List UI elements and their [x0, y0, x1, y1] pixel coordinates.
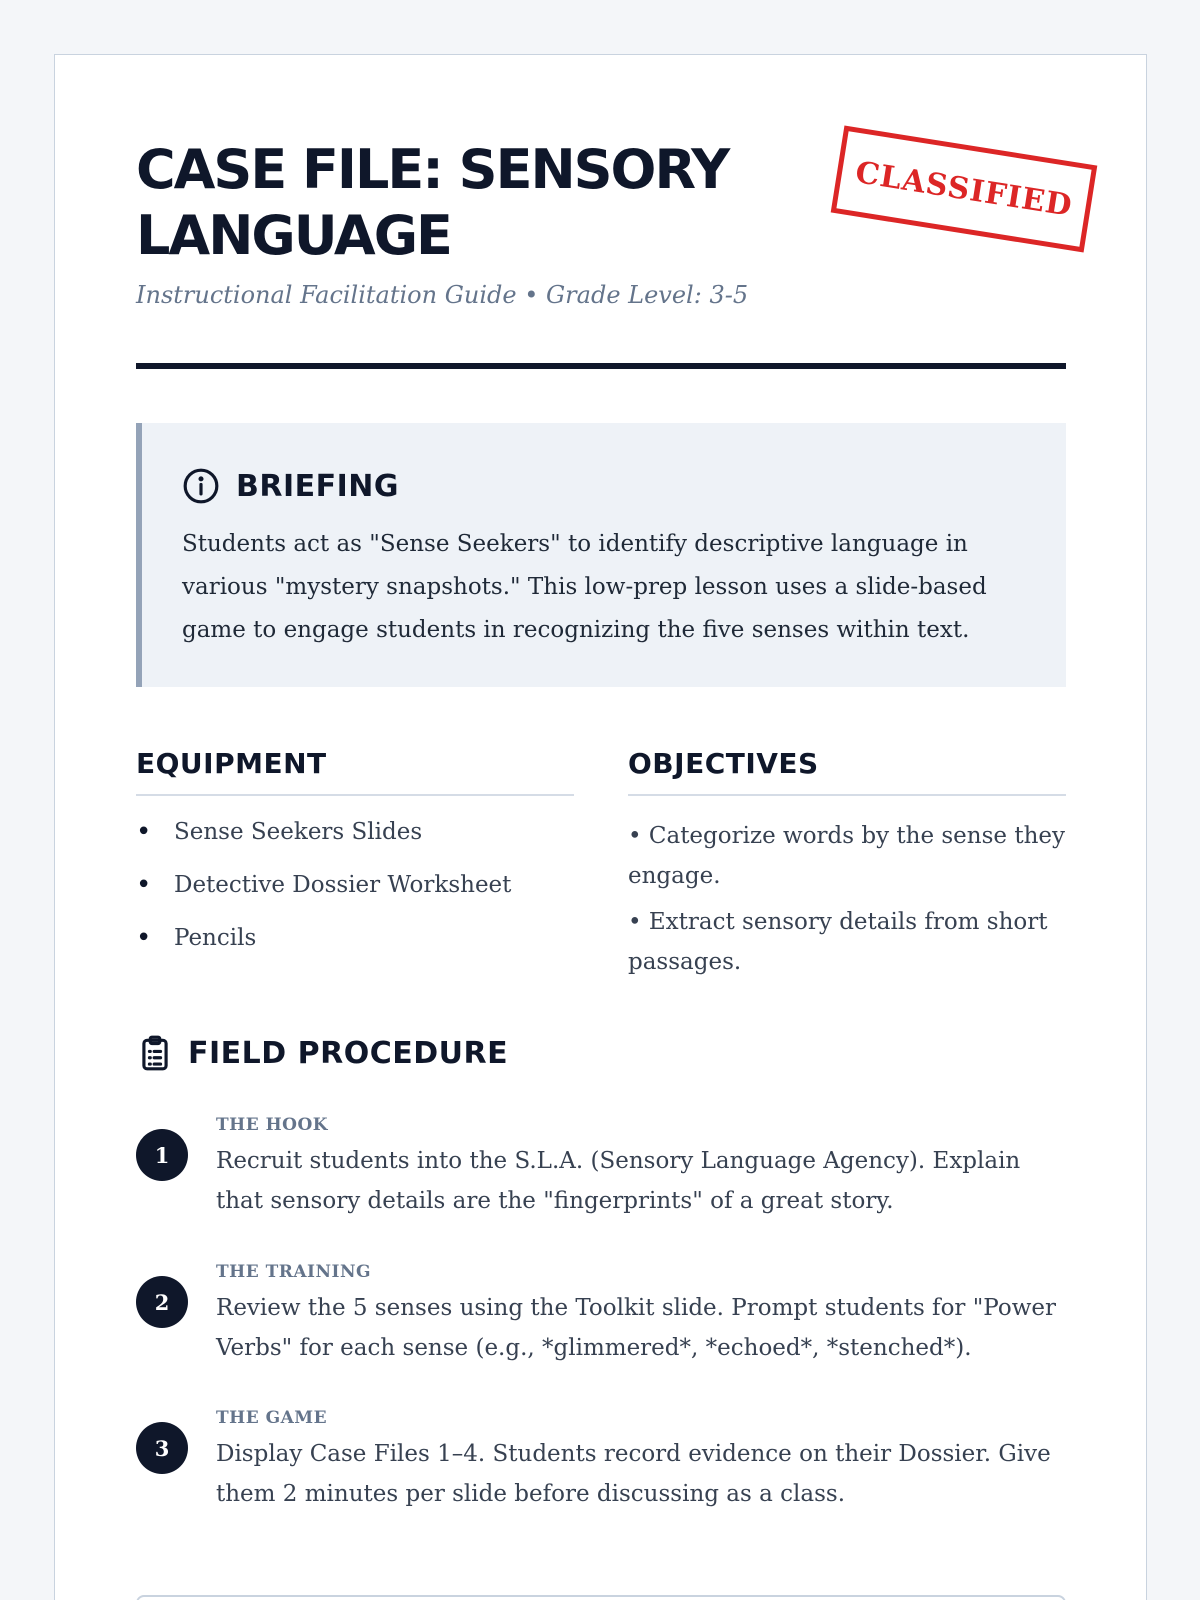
document-page [54, 54, 1147, 1600]
step-text: Review the 5 senses using the Toolkit slide. Prompt students for "Power Verbs" for each sense (e.g., *glimmered*, *echoed*, *stenched*). [216, 1295, 1056, 1361]
objectives-title: OBJECTIVES [628, 747, 1066, 796]
step-label: THE GAME [216, 1408, 328, 1428]
briefing-box [136, 423, 1066, 687]
equipment-list [136, 816, 574, 954]
list-item: • Categorize words by the sense they engage. [628, 823, 1065, 889]
step-number-badge: 2 [136, 1276, 188, 1328]
procedure-header [136, 1033, 508, 1073]
objectives-list [628, 816, 1066, 982]
classified-stamp: CLASSIFIED [831, 126, 1098, 253]
list-item: • Pencils [136, 922, 574, 954]
objectives-section [628, 747, 1066, 988]
step-label: THE TRAINING [216, 1262, 372, 1282]
step-number-badge: 3 [136, 1422, 188, 1474]
list-item: • Sense Seekers Slides [136, 816, 574, 848]
briefing-title: BRIEFING [236, 468, 400, 504]
step-text: Display Case Files 1–4. Students record evidence on their Dossier. Give them 2 minutes per slide before discussing as a class. [216, 1441, 1051, 1507]
header-divider [136, 363, 1066, 369]
procedure-title: FIELD PROCEDURE [188, 1035, 509, 1071]
step-text: Recruit students into the S.L.A. (Sensory Language Agency). Explain that sensory details are the "fingerprints" of a great story. [216, 1148, 1021, 1214]
next-section-box [136, 1595, 1066, 1600]
step-label: THE HOOK [216, 1115, 329, 1135]
briefing-header [182, 467, 399, 505]
clipboard-list-icon [136, 1033, 174, 1073]
info-circle-icon [182, 467, 220, 505]
equipment-title: EQUIPMENT [136, 747, 574, 796]
briefing-body: Students act as "Sense Seekers" to identify descriptive language in various "mystery snapshots." This low-prep lesson uses a slide-based game to engage students in recognizing the five senses within text. [182, 531, 987, 643]
step-number-badge: 1 [136, 1129, 188, 1181]
page-title: CASE FILE: SENSORY LANGUAGE [136, 138, 729, 267]
page-subtitle: Instructional Facilitation Guide • Grade Level: 3-5 [136, 281, 749, 309]
list-item: • Detective Dossier Worksheet [136, 869, 574, 901]
equipment-section [136, 747, 574, 975]
list-item: • Extract sensory details from short passages. [628, 909, 1048, 975]
